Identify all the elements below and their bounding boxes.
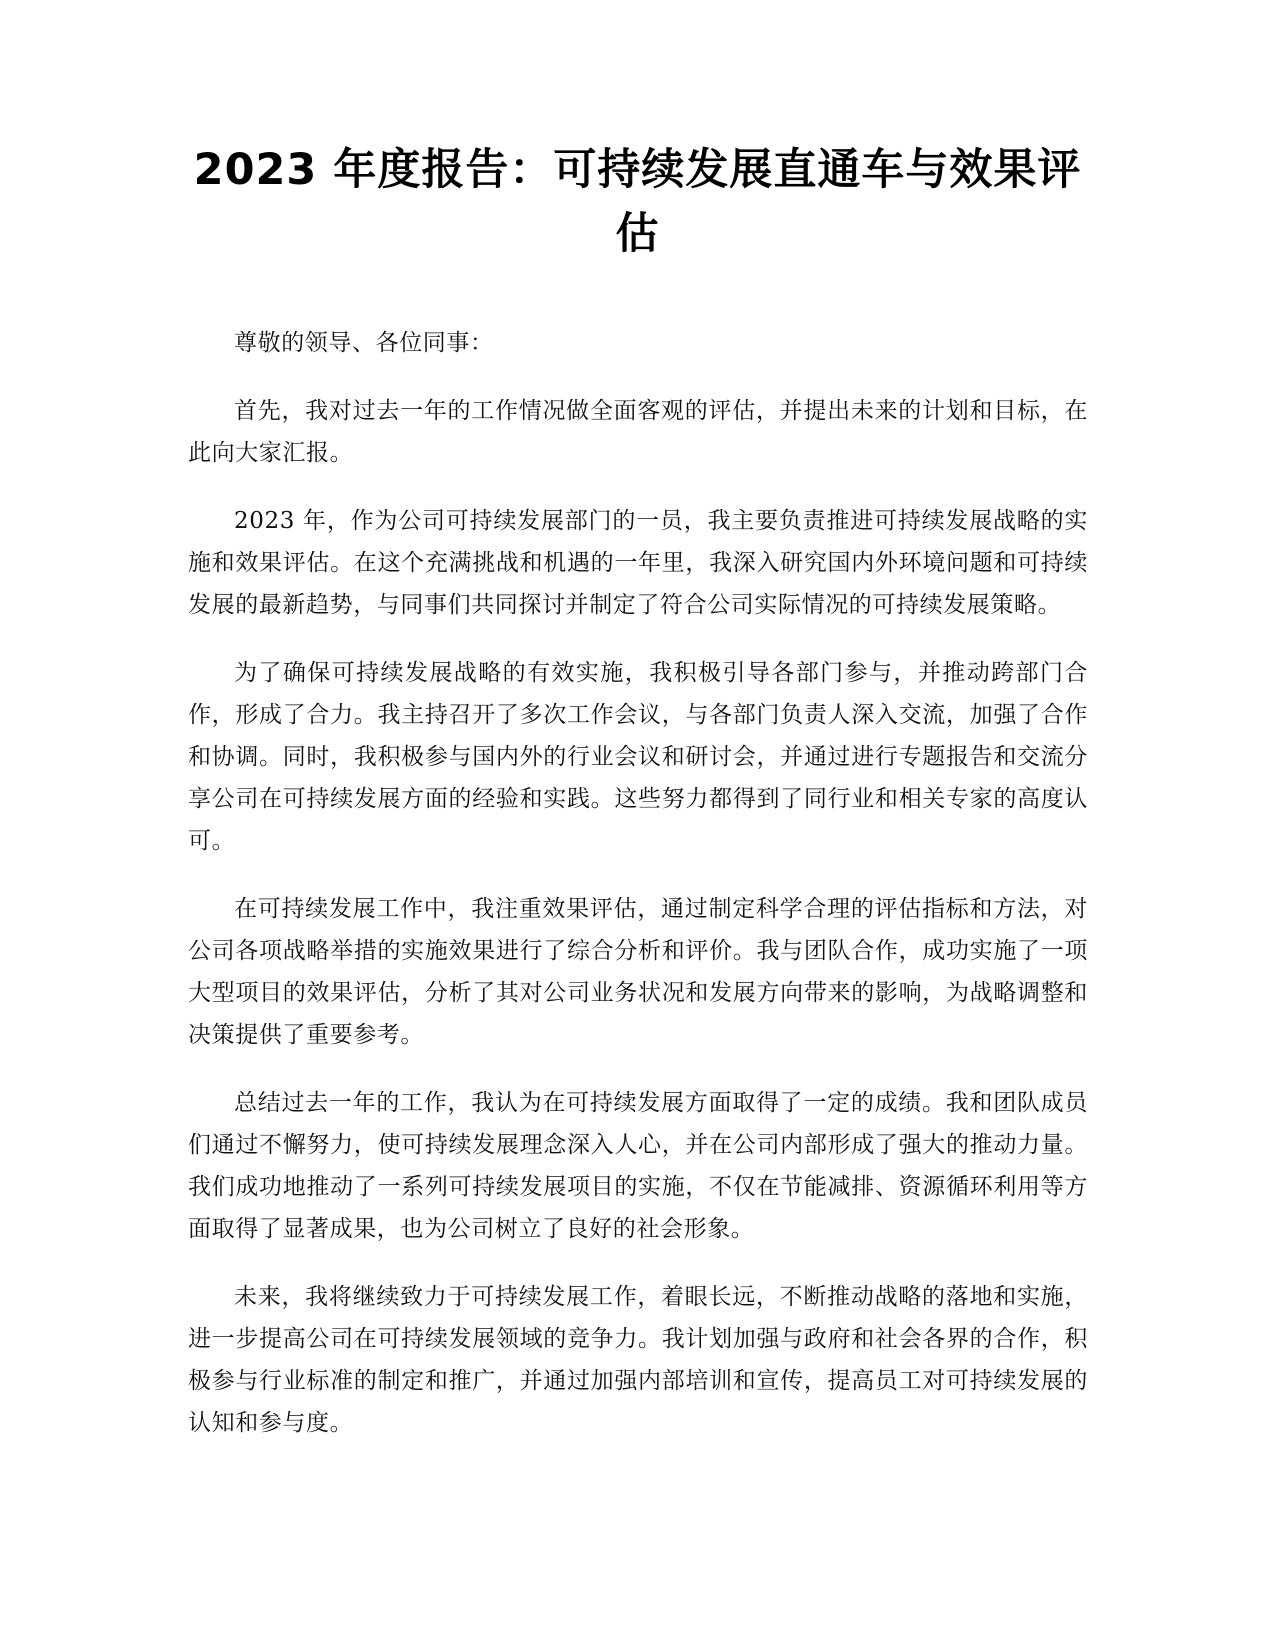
- document-body: [188, 322, 1088, 1470]
- summary-paragraph: 总结过去一年的工作，我认为在可持续发展方面取得了一定的成绩。我和团队成员们通过不懈努力，使可持续发展理念深入人心，并在公司内部形成了强大的推动力量。我们成功地推动了一系列可持续发展项目的实施，不仅在节能减排、资源循环利用等方面取得了显著成果，也为公司树立了良好的社会形象。: [188, 1090, 1088, 1242]
- salutation-paragraph: 尊敬的领导、各位同事：: [234, 330, 494, 356]
- role-paragraph: 2023 年，作为公司可持续发展部门的一员，我主要负责推进可持续发展战略的实施和效果评估。在这个充满挑战和机遇的一年里，我深入研究国内外环境问题和可持续发展的最新趋势，与同事们共同探讨并制定了符合公司实际情况的可持续发展策略。: [188, 508, 1088, 618]
- cooperation-paragraph: 为了确保可持续发展战略的有效实施，我积极引导各部门参与，并推动跨部门合作，形成了合力。我主持召开了多次工作会议，与各部门负责人深入交流，加强了合作和协调。同时，我积极参与国内外的行业会议和研讨会，并通过进行专题报告和交流分享公司在可持续发展方面的经验和实践。这些努力都得到了同行业和相关专家的高度认可。: [188, 660, 1088, 854]
- evaluation-paragraph: 在可持续发展工作中，我注重效果评估，通过制定科学合理的评估指标和方法，对公司各项战略举措的实施效果进行了综合分析和评价。我与团队合作，成功实施了一项大型项目的效果评估，分析了其对公司业务状况和发展方向带来的影响，为战略调整和决策提供了重要参考。: [188, 896, 1088, 1048]
- document-title: 2023 年度报告：可持续发展直通车与效果评估: [193, 145, 1082, 259]
- future-plan-paragraph: 未来，我将继续致力于可持续发展工作，着眼长远，不断推动战略的落地和实施，进一步提高公司在可持续发展领域的竞争力。我计划加强与政府和社会各界的合作，积极参与行业标准的制定和推广，并通过加强内部培训和宣传，提高员工对可持续发展的认知和参与度。: [188, 1284, 1088, 1436]
- intro-paragraph: 首先，我对过去一年的工作情况做全面客观的评估，并提出未来的计划和目标，在此向大家汇报。: [188, 398, 1088, 466]
